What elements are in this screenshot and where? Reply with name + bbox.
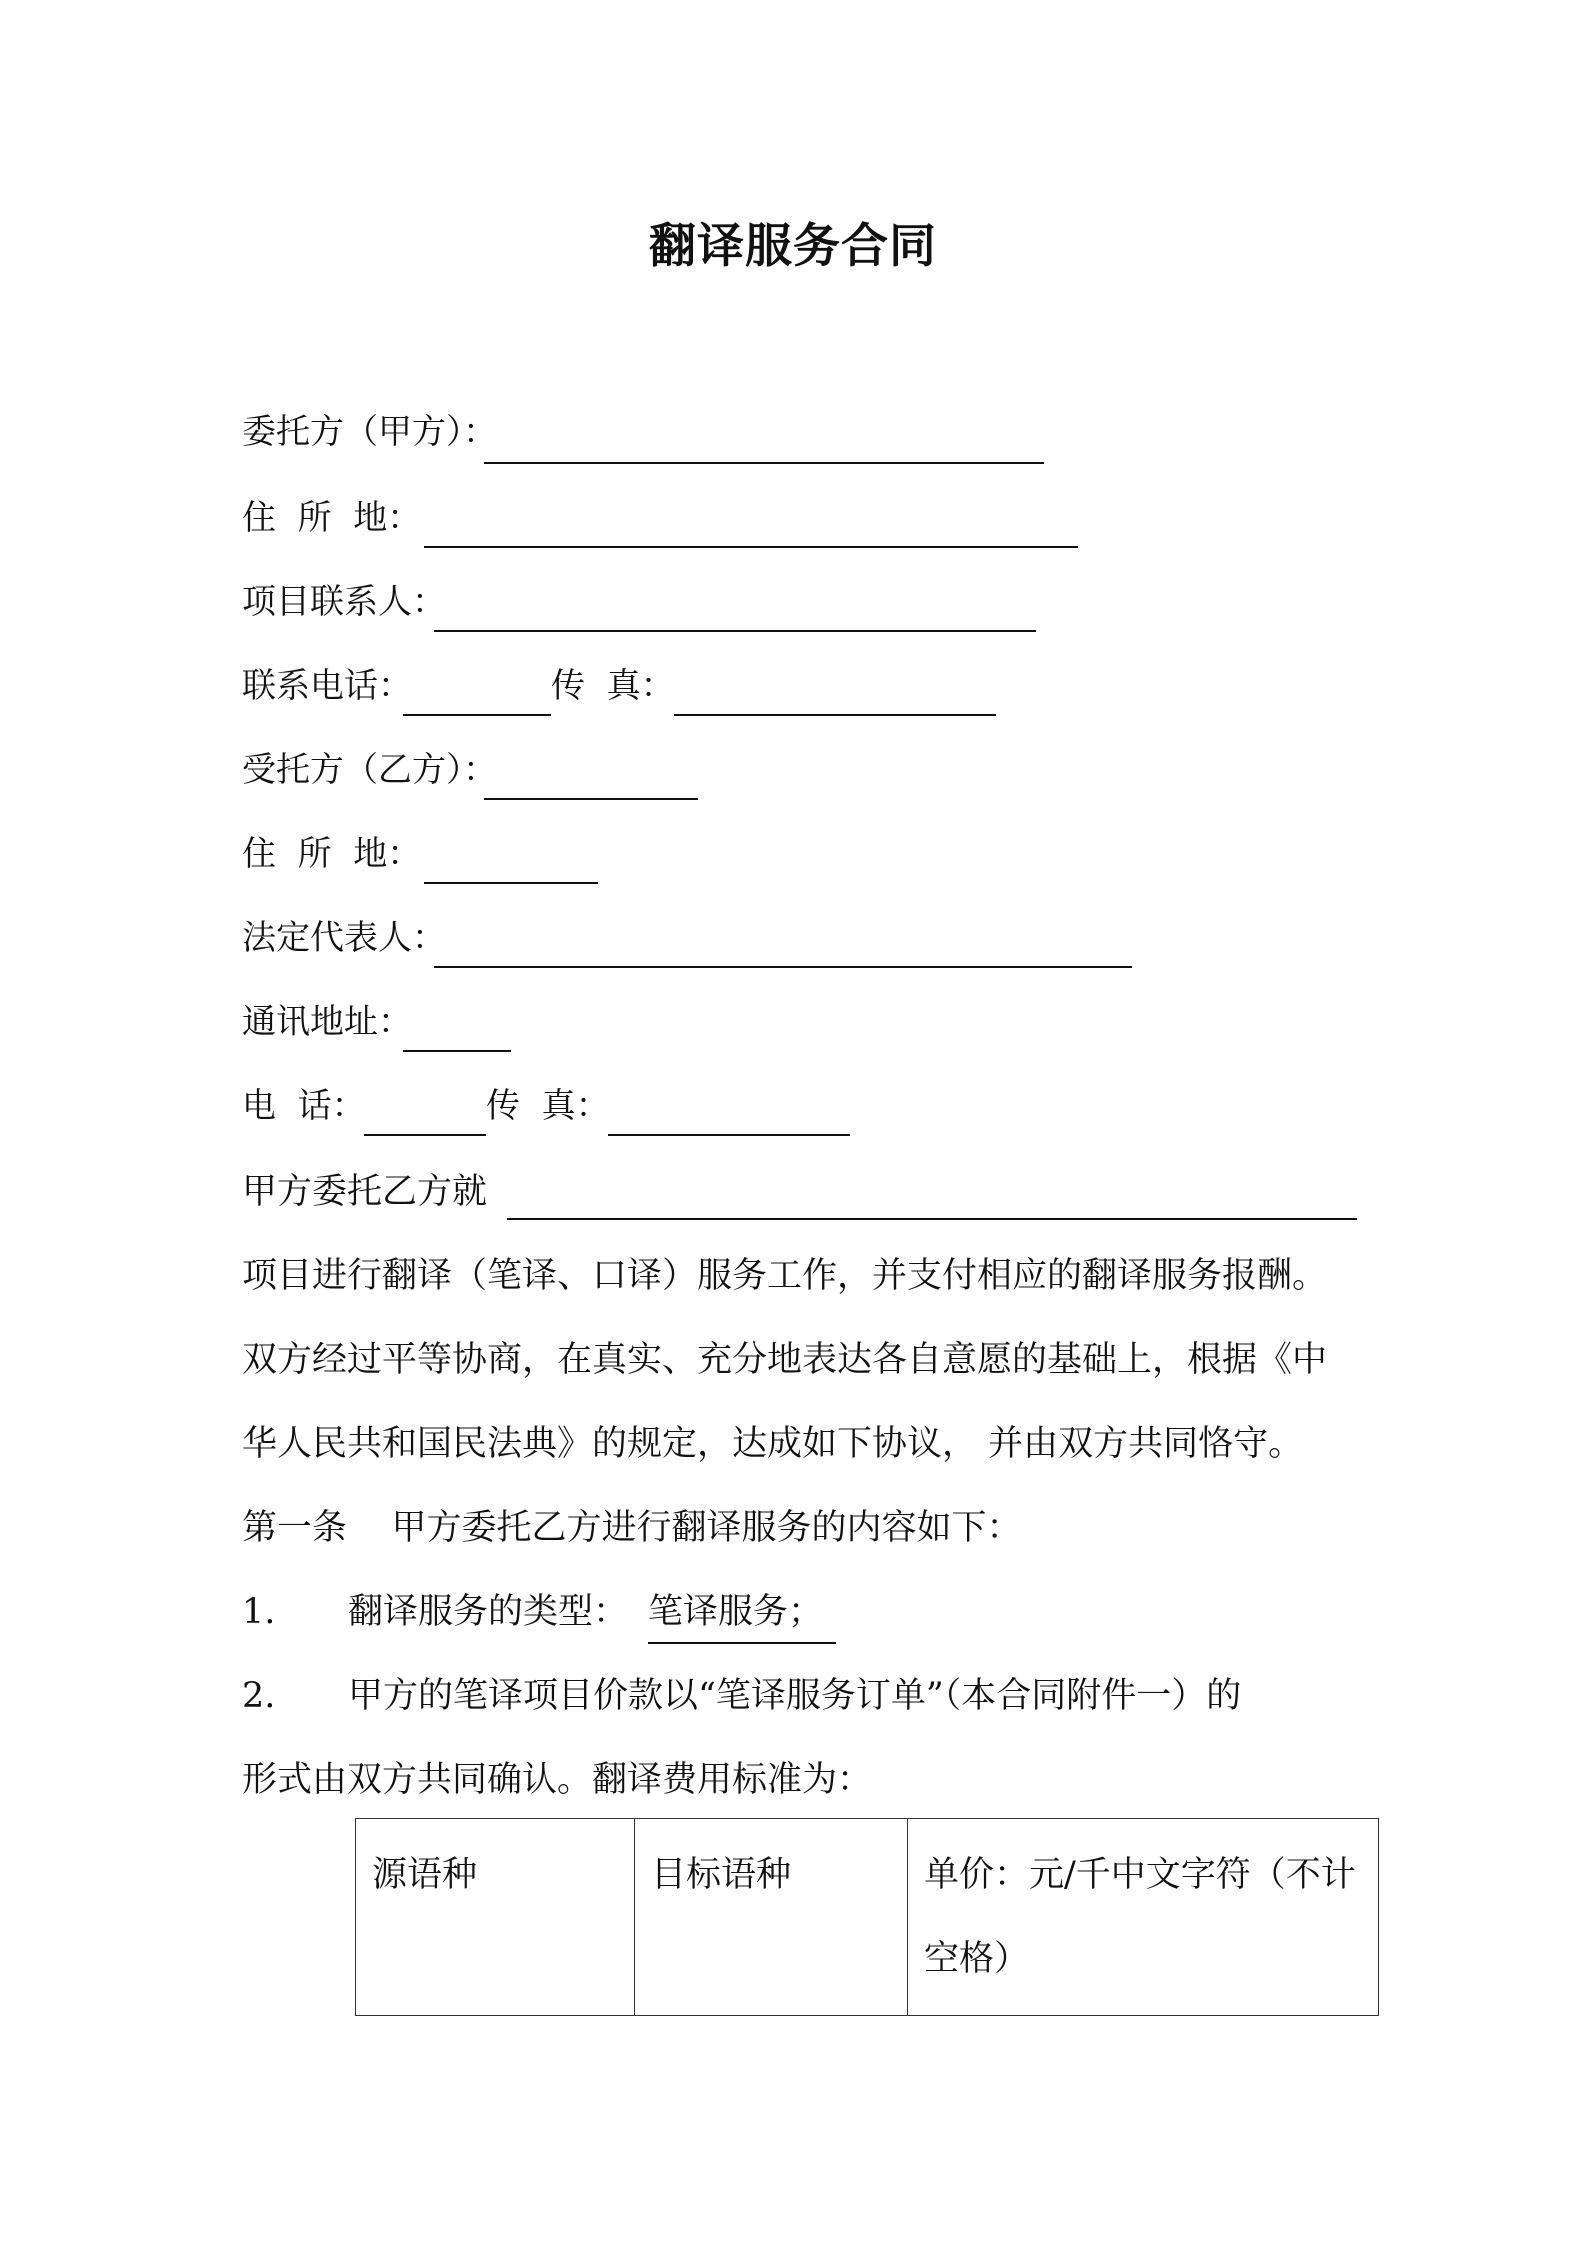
party-b-mail-field[interactable] (403, 1050, 511, 1052)
party-a-fax-label: 传 真： (551, 666, 675, 706)
item-1-number: 1. (242, 1592, 276, 1632)
party-b-phone-field[interactable] (364, 1134, 486, 1136)
article-1-heading: 第一条 甲方委托乙方进行翻译服务的内容如下： (242, 1508, 1022, 1548)
body-line-4: 华人民共和国民法典》的规定，达成如下协议， 并由双方共同恪守。 (242, 1424, 1304, 1464)
item-2-continuation: 形式由双方共同确认。翻译费用标准为： (242, 1760, 873, 1800)
table-row (356, 1819, 1379, 2016)
party-a-phone-row (242, 656, 412, 716)
header-target-language: 目标语种 (635, 1819, 908, 2016)
body-line-1: 甲方委托乙方就 (242, 1172, 488, 1212)
item-1-text: 翻译服务的类型： (348, 1592, 629, 1632)
party-a-contact-label: 项目联系人： (242, 582, 446, 622)
party-b-legal-rep-row (242, 908, 446, 968)
party-b-mail-row (242, 992, 412, 1052)
party-a-phone-label: 联系电话： (242, 666, 412, 706)
item-2-text: 甲方的笔译项目价款以“笔译服务订单”（本合同附件一）的 (348, 1676, 1242, 1716)
party-a-row (242, 402, 497, 462)
body-line-2: 项目进行翻译（笔译、口译）服务工作，并支付相应的翻译服务报酬。 (242, 1256, 1328, 1296)
header-source-language: 源语种 (356, 1819, 635, 2016)
party-b-fax-field[interactable] (608, 1134, 850, 1136)
party-b-mail-label: 通讯地址： (242, 1002, 412, 1042)
project-name-field[interactable] (507, 1218, 1357, 1220)
party-b-legal-rep-label: 法定代表人： (242, 918, 446, 958)
party-b-phone-row (242, 1076, 366, 1136)
party-b-address-label: 住 所 地： (242, 834, 422, 874)
header-unit-price: 单价：元/千中文字符（不计空格） (908, 1819, 1379, 2016)
party-b-row (242, 740, 497, 800)
party-b-phone-label: 电 话： (242, 1086, 366, 1126)
party-a-fax-field[interactable] (674, 714, 996, 716)
party-b-address-row (242, 824, 421, 884)
party-a-label: 委托方（甲方）： (242, 412, 497, 452)
party-a-address-field[interactable] (424, 546, 1078, 548)
party-a-contact-row (242, 572, 446, 632)
fee-table (355, 1818, 1379, 2016)
party-b-name-field[interactable] (484, 798, 698, 800)
document-title: 翻译服务合同 (649, 219, 937, 274)
party-b-label: 受托方（乙方）： (242, 750, 497, 790)
party-b-fax-label: 传 真： (486, 1086, 610, 1126)
party-b-legal-rep-field[interactable] (434, 966, 1132, 968)
party-a-address-row (242, 488, 421, 548)
party-a-name-field[interactable] (484, 462, 1044, 464)
party-a-contact-field[interactable] (434, 630, 1036, 632)
party-a-address-label: 住 所 地： (242, 498, 422, 538)
item-2 (242, 1654, 1392, 1738)
item-2-number: 2. (242, 1676, 276, 1716)
body-line-3: 双方经过平等协商，在真实、充分地表达各自意愿的基础上，根据《中 (242, 1340, 1328, 1380)
party-b-address-field[interactable] (424, 882, 598, 884)
party-a-phone-field[interactable] (403, 714, 551, 716)
item-1-value: 笔译服务； (648, 1582, 836, 1644)
